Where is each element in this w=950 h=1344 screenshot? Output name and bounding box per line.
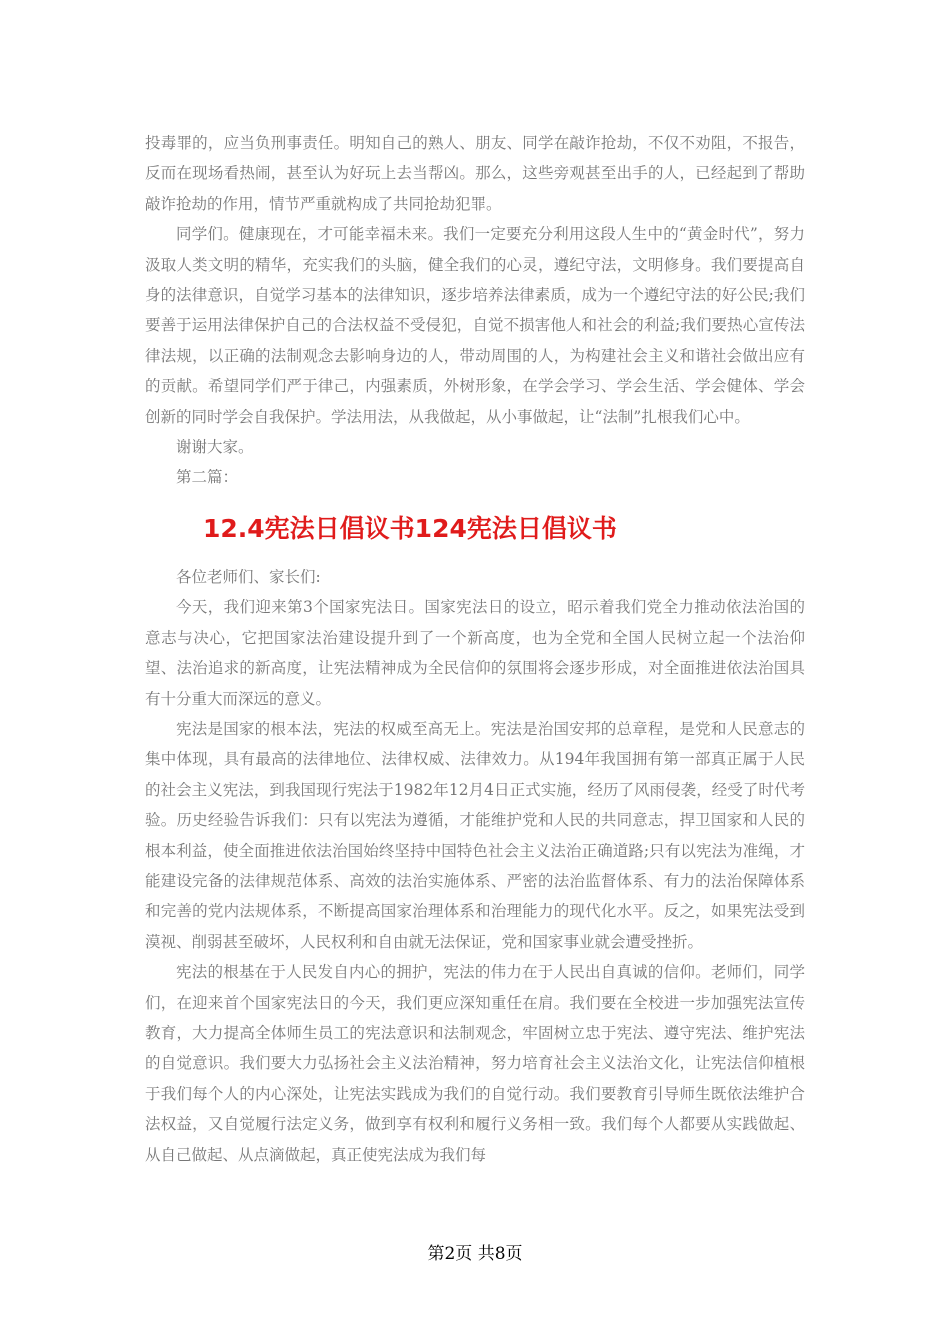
paragraph-constitution-foundation: 宪法的根基在于人民发自内心的拥护，宪法的伟力在于人民出自真诚的信仰。老师们，同学们，在迎来首个国家宪法日的今天，我们更应深知重任在肩。我们要在全校进一步加强宪法宣传教育，大力提高全体师生员工的宪法意识和法制观念，牢固树立忠于宪法、遵守宪法、维护宪法的自觉意识。我们要大力弘扬社会主义法治精神，努力培育社会主义法治文化，让宪法信仰植根于我们每个人的内心深处，让宪法实践成为我们的自觉行动。我们要教育引导师生既依法维护合法权益，又自觉履行法定义务，做到享有权利和履行义务相一致。我们每个人都要从实践做起、从自己做起、从点滴做起，真正使宪法成为我们每 [145, 963, 805, 1164]
section-heading: 12.4宪法日倡议书124宪法日倡议书 [203, 513, 617, 543]
page-footer: 第2页 共8页 [427, 1244, 523, 1264]
greeting-line: 各位老师们、家长们: [176, 567, 321, 586]
paragraph-today: 今天，我们迎来第3个国家宪法日。国家宪法日的设立，昭示着我们党全力推动依法治国的意志与决心，它把国家法治建设提升到了一个新高度，也为全党和全国人民树立起一个法治仰望、法治追求的新高度，让宪法精神成为全民信仰的氛围将会逐步形成，对全面推进依法治国具有十分重大而深远的意义。 [145, 598, 805, 708]
paragraph-fundamental-law: 宪法是国家的根本法，宪法的权威至高无上。宪法是治国安邦的总章程，是党和人民意志的集中体现，具有最高的法律地位、法律权威、法律效力。从194年我国拥有第一部真正属于人民的社会主义宪法，到我国现行宪法于1982年12月4日正式实施，经历了风雨侵袭，经受了时代考验。历史经验告诉我们：只有以宪法为遵循，才能维护党和人民的共同意志，捍卫国家和人民的根本利益，使全面推进依法治国始终坚持中国特色社会主义法治正确道路;只有以宪法为准绳，才能建设完备的法律规范体系、高效的法治实施体系、严密的法治监督体系、有力的法治保障体系和完善的党内法规体系，不断提高国家治理体系和治理能力的现代化水平。反之，如果宪法受到漠视、削弱甚至破坏，人民权利和自由就无法保证，党和国家事业就会遭受挫折。 [145, 719, 805, 951]
document-body [145, 128, 805, 1170]
thanks-line: 谢谢大家。 [176, 438, 254, 457]
paragraph-continued: 投毒罪的，应当负刑事责任。明知自己的熟人、朋友、同学在敲诈抢劫，不仅不劝阻，不报告，反而在现场看热闹，甚至认为好玩上去当帮凶。那么，这些旁观甚至出手的人，已经起到了帮助敲诈抢劫的作用，情节严重就构成了共同抢劫犯罪。 [145, 134, 805, 213]
paragraph-students: 同学们。健康现在，才可能幸福未来。我们一定要充分利用这段人生中的“黄金时代”，努力汲取人类文明的精华，充实我们的头脑，健全我们的心灵，遵纪守法，文明修身。我们要提高自身的法律意识，自觉学习基本的法律知识，逐步培养法律素质，成为一个遵纪守法的好公民;我们要善于运用法律保护自己的合法权益不受侵犯，自觉不损害他人和社会的利益;我们要热心宣传法律法规，以正确的法制观念去影响身边的人，带动周围的人，为构建社会主义和谐社会做出应有的贡献。希望同学们严于律己，内强素质，外树形象，在学会学习、学会生活、学会健体、学会创新的同时学会自我保护。学法用法，从我做起，从小事做起，让“法制”扎根我们心中。 [145, 225, 805, 426]
part-two-label: 第二篇： [176, 468, 239, 487]
